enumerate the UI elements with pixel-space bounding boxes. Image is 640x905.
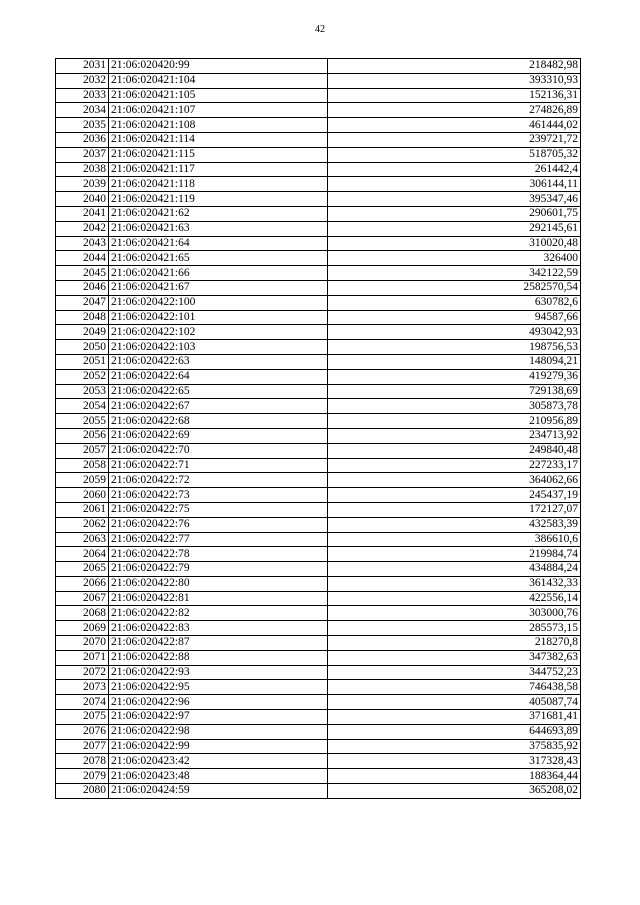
row-number-cell: 2043: [56, 236, 109, 251]
cadastral-number-cell: 21:06:020421:117: [109, 162, 328, 177]
row-number-cell: 2051: [56, 354, 109, 369]
value-cell: 630782,6: [328, 295, 581, 310]
cadastral-number-cell: 21:06:020422:100: [109, 295, 328, 310]
table-row: [56, 192, 581, 207]
row-number-cell: 2073: [56, 680, 109, 695]
value-cell: 234713,92: [328, 428, 581, 443]
table-row: [56, 132, 581, 147]
table-row: [56, 710, 581, 725]
row-number-cell: 2072: [56, 665, 109, 680]
table-row: [56, 266, 581, 281]
value-cell: 303000,76: [328, 606, 581, 621]
table-row: [56, 295, 581, 310]
row-number-cell: 2062: [56, 517, 109, 532]
row-number-cell: 2065: [56, 562, 109, 577]
row-number-cell: 2078: [56, 754, 109, 769]
row-number-cell: 2070: [56, 636, 109, 651]
value-cell: 2582570,54: [328, 280, 581, 295]
table-row: [56, 73, 581, 88]
table-row: [56, 251, 581, 266]
row-number-cell: 2032: [56, 73, 109, 88]
value-cell: 361432,33: [328, 576, 581, 591]
row-number-cell: 2076: [56, 724, 109, 739]
value-cell: 218482,98: [328, 59, 581, 74]
cadastral-number-cell: 21:06:020422:71: [109, 458, 328, 473]
cadastral-number-cell: 21:06:020422:97: [109, 710, 328, 725]
row-number-cell: 2037: [56, 147, 109, 162]
row-number-cell: 2063: [56, 532, 109, 547]
value-cell: 274826,89: [328, 103, 581, 118]
row-number-cell: 2066: [56, 576, 109, 591]
value-cell: 239721,72: [328, 132, 581, 147]
row-number-cell: 2031: [56, 59, 109, 74]
table-row: [56, 650, 581, 665]
cadastral-number-cell: 21:06:020421:107: [109, 103, 328, 118]
row-number-cell: 2061: [56, 502, 109, 517]
table-row: [56, 532, 581, 547]
value-cell: 386610,6: [328, 532, 581, 547]
row-number-cell: 2058: [56, 458, 109, 473]
row-number-cell: 2034: [56, 103, 109, 118]
value-cell: 94587,66: [328, 310, 581, 325]
table-row: [56, 369, 581, 384]
table-row: [56, 591, 581, 606]
cadastral-number-cell: 21:06:020421:108: [109, 118, 328, 133]
cadastral-number-cell: 21:06:020422:68: [109, 414, 328, 429]
table-row: [56, 621, 581, 636]
table-row: [56, 206, 581, 221]
cadastral-number-cell: 21:06:020421:119: [109, 192, 328, 207]
table-row: [56, 325, 581, 340]
table-body: [56, 59, 581, 799]
value-cell: 342122,59: [328, 266, 581, 281]
cadastral-number-cell: 21:06:020422:64: [109, 369, 328, 384]
value-cell: 347382,63: [328, 650, 581, 665]
value-cell: 310020,48: [328, 236, 581, 251]
cadastral-number-cell: 21:06:020421:114: [109, 132, 328, 147]
cadastral-number-cell: 21:06:020422:88: [109, 650, 328, 665]
table-row: [56, 118, 581, 133]
row-number-cell: 2045: [56, 266, 109, 281]
row-number-cell: 2077: [56, 739, 109, 754]
value-cell: 461444,02: [328, 118, 581, 133]
value-cell: 422556,14: [328, 591, 581, 606]
row-number-cell: 2033: [56, 88, 109, 103]
value-cell: 344752,23: [328, 665, 581, 680]
value-cell: 219984,74: [328, 547, 581, 562]
cadastral-number-cell: 21:06:020422:63: [109, 354, 328, 369]
row-number-cell: 2068: [56, 606, 109, 621]
row-number-cell: 2036: [56, 132, 109, 147]
cadastral-number-cell: 21:06:020422:99: [109, 739, 328, 754]
cadastral-number-cell: 21:06:020422:72: [109, 473, 328, 488]
row-number-cell: 2048: [56, 310, 109, 325]
table-row: [56, 665, 581, 680]
data-table: [55, 58, 581, 799]
table-row: [56, 103, 581, 118]
value-cell: 227233,17: [328, 458, 581, 473]
value-cell: 432583,39: [328, 517, 581, 532]
cadastral-number-cell: 21:06:020422:103: [109, 340, 328, 355]
value-cell: 261442,4: [328, 162, 581, 177]
cadastral-number-cell: 21:06:020421:65: [109, 251, 328, 266]
table-row: [56, 443, 581, 458]
table-row: [56, 147, 581, 162]
value-cell: 434884,24: [328, 562, 581, 577]
cadastral-number-cell: 21:06:020422:101: [109, 310, 328, 325]
value-cell: 285573,15: [328, 621, 581, 636]
cadastral-number-cell: 21:06:020422:102: [109, 325, 328, 340]
row-number-cell: 2053: [56, 384, 109, 399]
value-cell: 393310,93: [328, 73, 581, 88]
table-row: [56, 547, 581, 562]
table-row: [56, 576, 581, 591]
table-row: [56, 754, 581, 769]
cadastral-number-cell: 21:06:020421:66: [109, 266, 328, 281]
table-row: [56, 606, 581, 621]
table-row: [56, 680, 581, 695]
value-cell: 375835,92: [328, 739, 581, 754]
table-row: [56, 221, 581, 236]
value-cell: 210956,89: [328, 414, 581, 429]
cadastral-number-cell: 21:06:020422:70: [109, 443, 328, 458]
table-row: [56, 428, 581, 443]
value-cell: 746438,58: [328, 680, 581, 695]
table-row: [56, 636, 581, 651]
table-row: [56, 458, 581, 473]
value-cell: 148094,21: [328, 354, 581, 369]
table-row: [56, 414, 581, 429]
row-number-cell: 2060: [56, 488, 109, 503]
row-number-cell: 2038: [56, 162, 109, 177]
cadastral-number-cell: 21:06:020422:77: [109, 532, 328, 547]
row-number-cell: 2074: [56, 695, 109, 710]
value-cell: 405087,74: [328, 695, 581, 710]
table-row: [56, 724, 581, 739]
value-cell: 317328,43: [328, 754, 581, 769]
value-cell: 188364,44: [328, 769, 581, 784]
row-number-cell: 2069: [56, 621, 109, 636]
row-number-cell: 2057: [56, 443, 109, 458]
table-row: [56, 517, 581, 532]
cadastral-number-cell: 21:06:020424:59: [109, 784, 328, 799]
cadastral-number-cell: 21:06:020421:63: [109, 221, 328, 236]
value-cell: 290601,75: [328, 206, 581, 221]
cadastral-number-cell: 21:06:020422:95: [109, 680, 328, 695]
row-number-cell: 2067: [56, 591, 109, 606]
row-number-cell: 2040: [56, 192, 109, 207]
row-number-cell: 2080: [56, 784, 109, 799]
cadastral-number-cell: 21:06:020422:83: [109, 621, 328, 636]
table-row: [56, 384, 581, 399]
table-row: [56, 280, 581, 295]
row-number-cell: 2044: [56, 251, 109, 266]
table-row: [56, 177, 581, 192]
cadastral-number-cell: 21:06:020421:62: [109, 206, 328, 221]
value-cell: 249840,48: [328, 443, 581, 458]
cadastral-number-cell: 21:06:020422:82: [109, 606, 328, 621]
value-cell: 306144,11: [328, 177, 581, 192]
value-cell: 218270,8: [328, 636, 581, 651]
row-number-cell: 2052: [56, 369, 109, 384]
row-number-cell: 2054: [56, 399, 109, 414]
cadastral-number-cell: 21:06:020421:67: [109, 280, 328, 295]
cadastral-number-cell: 21:06:020422:76: [109, 517, 328, 532]
row-number-cell: 2075: [56, 710, 109, 725]
table-row: [56, 488, 581, 503]
value-cell: 395347,46: [328, 192, 581, 207]
table-row: [56, 310, 581, 325]
cadastral-number-cell: 21:06:020421:105: [109, 88, 328, 103]
cadastral-number-cell: 21:06:020422:78: [109, 547, 328, 562]
value-cell: 365208,02: [328, 784, 581, 799]
value-cell: 152136,31: [328, 88, 581, 103]
cadastral-number-cell: 21:06:020422:96: [109, 695, 328, 710]
cadastral-number-cell: 21:06:020422:75: [109, 502, 328, 517]
row-number-cell: 2050: [56, 340, 109, 355]
value-cell: 172127,07: [328, 502, 581, 517]
row-number-cell: 2042: [56, 221, 109, 236]
table-row: [56, 502, 581, 517]
cadastral-number-cell: 21:06:020422:98: [109, 724, 328, 739]
cadastral-number-cell: 21:06:020422:67: [109, 399, 328, 414]
cadastral-number-cell: 21:06:020422:87: [109, 636, 328, 651]
row-number-cell: 2039: [56, 177, 109, 192]
cadastral-number-cell: 21:06:020422:93: [109, 665, 328, 680]
row-number-cell: 2079: [56, 769, 109, 784]
value-cell: 419279,36: [328, 369, 581, 384]
row-number-cell: 2056: [56, 428, 109, 443]
value-cell: 292145,61: [328, 221, 581, 236]
cadastral-number-cell: 21:06:020422:80: [109, 576, 328, 591]
value-cell: 245437,19: [328, 488, 581, 503]
cadastral-number-cell: 21:06:020422:65: [109, 384, 328, 399]
row-number-cell: 2041: [56, 206, 109, 221]
value-cell: 364062,66: [328, 473, 581, 488]
table-row: [56, 695, 581, 710]
value-cell: 729138,69: [328, 384, 581, 399]
cadastral-number-cell: 21:06:020422:73: [109, 488, 328, 503]
row-number-cell: 2064: [56, 547, 109, 562]
table-row: [56, 399, 581, 414]
row-number-cell: 2055: [56, 414, 109, 429]
table-row: [56, 769, 581, 784]
table-row: [56, 59, 581, 74]
table-row: [56, 739, 581, 754]
value-cell: 305873,78: [328, 399, 581, 414]
value-cell: 371681,41: [328, 710, 581, 725]
cadastral-number-cell: 21:06:020422:79: [109, 562, 328, 577]
table-row: [56, 784, 581, 799]
cadastral-number-cell: 21:06:020420:99: [109, 59, 328, 74]
cadastral-number-cell: 21:06:020421:104: [109, 73, 328, 88]
table-row: [56, 340, 581, 355]
cadastral-number-cell: 21:06:020422:69: [109, 428, 328, 443]
cadastral-number-cell: 21:06:020421:64: [109, 236, 328, 251]
cadastral-number-cell: 21:06:020421:115: [109, 147, 328, 162]
row-number-cell: 2071: [56, 650, 109, 665]
page-number: 42: [315, 24, 325, 35]
cadastral-number-cell: 21:06:020421:118: [109, 177, 328, 192]
row-number-cell: 2059: [56, 473, 109, 488]
cadastral-number-cell: 21:06:020423:48: [109, 769, 328, 784]
value-cell: 518705,32: [328, 147, 581, 162]
row-number-cell: 2035: [56, 118, 109, 133]
table-row: [56, 236, 581, 251]
table-row: [56, 88, 581, 103]
value-cell: 198756,53: [328, 340, 581, 355]
table-row: [56, 354, 581, 369]
table-row: [56, 473, 581, 488]
row-number-cell: 2049: [56, 325, 109, 340]
row-number-cell: 2047: [56, 295, 109, 310]
row-number-cell: 2046: [56, 280, 109, 295]
cadastral-number-cell: 21:06:020422:81: [109, 591, 328, 606]
value-cell: 644693,89: [328, 724, 581, 739]
table-row: [56, 562, 581, 577]
cadastral-number-cell: 21:06:020423:42: [109, 754, 328, 769]
value-cell: 326400: [328, 251, 581, 266]
table-row: [56, 162, 581, 177]
value-cell: 493042,93: [328, 325, 581, 340]
